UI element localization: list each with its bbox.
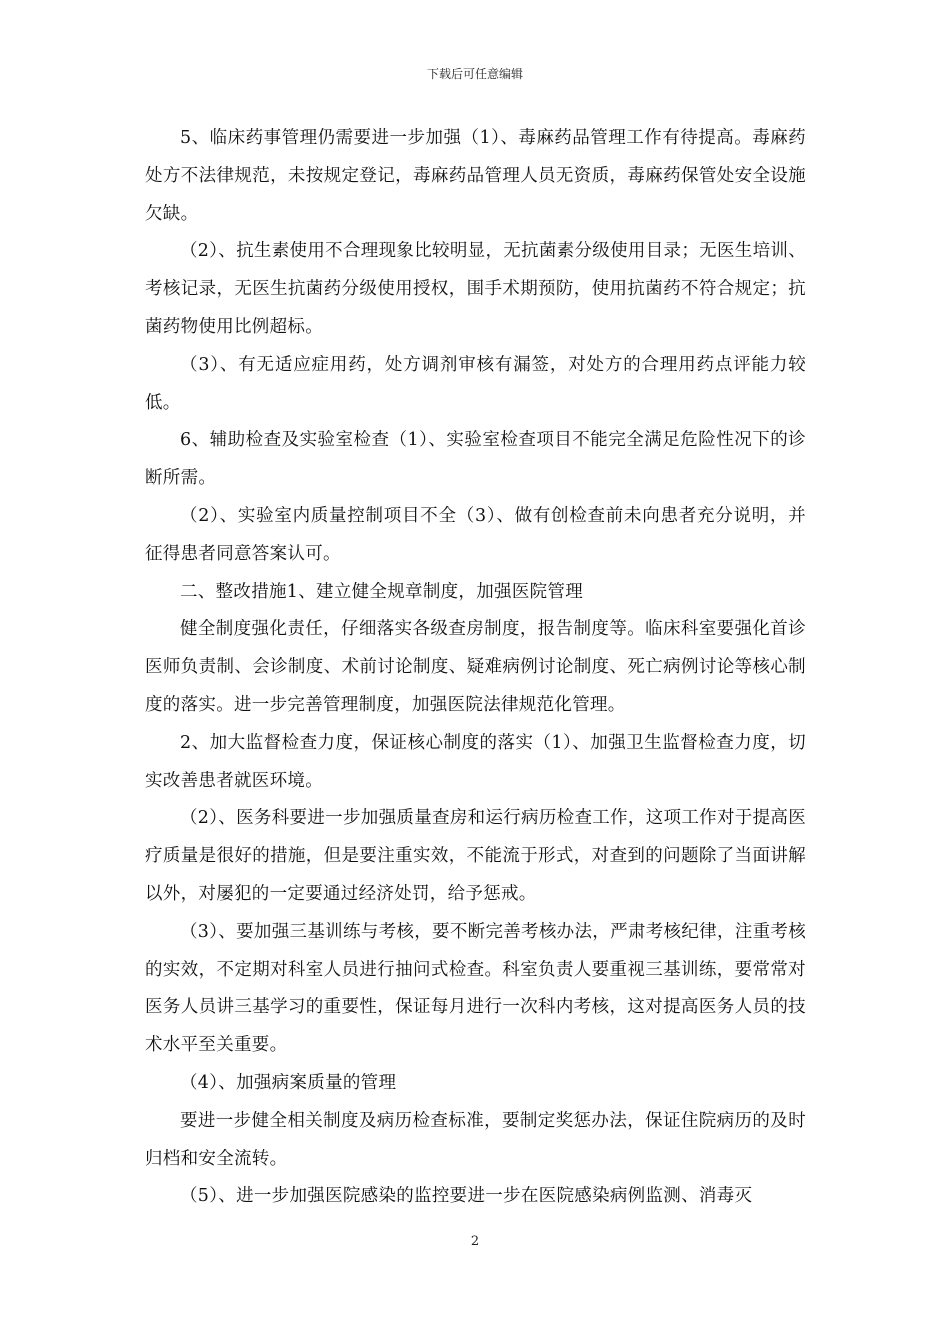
paragraph-supervision: 2、加大监督检查力度，保证核心制度的落实（1）、加强卫生监督检查力度，切实改善患者就医环境。 (145, 732, 806, 791)
paragraph-indication: （3）、有无适应症用药，处方调剂审核有漏签，对处方的合理用药点评能力较低。 (145, 354, 806, 413)
paragraph-clinical-pharmacy: 5、临床药事管理仍需要进一步加强（1）、毒麻药品管理工作有待提高。毒麻药处方不法律规范，未按规定登记，毒麻药品管理人员无资质，毒麻药保管处安全设施欠缺。 (145, 128, 806, 224)
paragraph-medical-records-heading: （4）、加强病案质量的管理 (180, 1072, 397, 1093)
paragraph-medical-records: 要进一步健全相关制度及病历检查标准，要制定奖惩办法，保证住院病历的及时归档和安全流转。 (145, 1110, 806, 1169)
page-number: 2 (470, 1234, 480, 1249)
paragraph-auxiliary-exam: 6、辅助检查及实验室检查（1）、实验室检查项目不能完全满足危险性况下的诊断所需。 (145, 430, 806, 489)
paragraph-antibiotics: （2）、抗生素使用不合理现象比较明显，无抗菌素分级使用目录；无医生培训、考核记录，无医生抗菌药分级使用授权，围手术期预防，使用抗菌药不符合规定；抗菌药物使用比例超标。 (145, 241, 806, 337)
section-heading-measures: 二、整改措施1、建立健全规章制度，加强医院管理 (180, 581, 584, 602)
page-header: 下载后可任意编辑 (426, 67, 523, 81)
paragraph-medical-affairs: （2）、医务科要进一步加强质量查房和运行病历检查工作，这项工作对于提高医疗质量是很好的措施，但是要注重实效，不能流于形式，对查到的问题除了当面讲解以外，对屡犯的一定要通过经济处罚，给予惩戒。 (145, 808, 806, 904)
document-body (145, 120, 806, 1216)
paragraph-lab-quality: （2）、实验室内质量控制项目不全（3）、做有创检查前未向患者充分说明，并征得患者同意答案认可。 (145, 505, 806, 564)
paragraph-infection-control: （5）、进一步加强医院感染的监控要进一步在医院感染病例监测、消毒灭 (180, 1186, 753, 1207)
paragraph-three-basics: （3）、要加强三基训练与考核，要不断完善考核办法，严肃考核纪律，注重考核的实效，不定期对科室人员进行抽问式检查。科室负责人要重视三基训练，要常常对医务人员讲三基学习的重要性，保证每月进行一次科内考核，这对提高医务人员的技术水平至关重要。 (145, 921, 806, 1056)
paragraph-system-responsibility: 健全制度强化责任，仔细落实各级查房制度，报告制度等。临床科室要强化首诊医师负责制、会诊制度、术前讨论制度、疑难病例讨论制度、死亡病例讨论等核心制度的落实。进一步完善管理制度，加强医院法律规范化管理。 (145, 619, 806, 715)
